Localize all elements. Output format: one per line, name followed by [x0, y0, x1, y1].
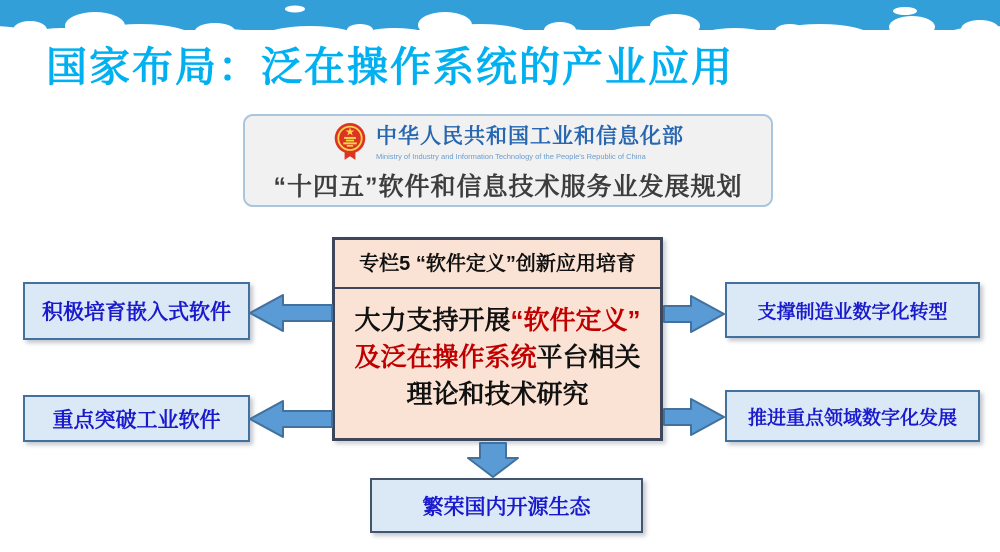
ministry-name-cn: 中华人民共和国工业和信息化部	[376, 125, 684, 148]
ministry-header-row	[332, 120, 684, 161]
ministry-banner	[243, 114, 773, 207]
excerpt-text-red: 及泛在操作系统	[354, 342, 537, 372]
china-national-emblem-icon	[332, 121, 368, 161]
excerpt-text-black: 理论和技术研究	[406, 379, 589, 409]
arrow-left-top-icon	[249, 293, 333, 334]
slide-title: 国家布局：泛在操作系统的产业应用	[46, 44, 734, 90]
arrow-right-bottom-icon	[663, 397, 725, 438]
excerpt-text-red: “软件定义”	[510, 305, 641, 335]
policy-excerpt-body	[335, 289, 660, 413]
excerpt-line-2	[335, 339, 660, 376]
arrow-right-top-icon	[663, 294, 725, 335]
flow-box-industrial-software: 重点突破工业软件	[23, 395, 250, 442]
excerpt-text-black: 平台相关	[536, 342, 641, 372]
excerpt-line-3	[335, 376, 660, 413]
flow-box-manufacturing-transform: 支撑制造业数字化转型	[725, 282, 980, 338]
arrow-down-icon	[466, 442, 520, 478]
excerpt-line-1	[335, 302, 660, 339]
flow-box-embedded-software: 积极培育嵌入式软件	[23, 282, 250, 340]
policy-excerpt-header: 专栏5 “软件定义”创新应用培育	[335, 240, 660, 289]
ministry-names	[376, 120, 684, 161]
flow-box-key-domains: 推进重点领域数字化发展	[725, 390, 980, 442]
plan-title: “十四五”软件和信息技术服务业发展规划	[273, 173, 743, 201]
excerpt-text-black: 大力支持开展	[354, 305, 511, 335]
ministry-name-en: Ministry of Industry and Information Technology of the People's Republic of China	[376, 152, 646, 161]
policy-excerpt-box	[332, 237, 663, 441]
arrow-left-bottom-icon	[249, 399, 333, 440]
flow-box-open-source-ecosystem: 繁荣国内开源生态	[370, 478, 643, 533]
